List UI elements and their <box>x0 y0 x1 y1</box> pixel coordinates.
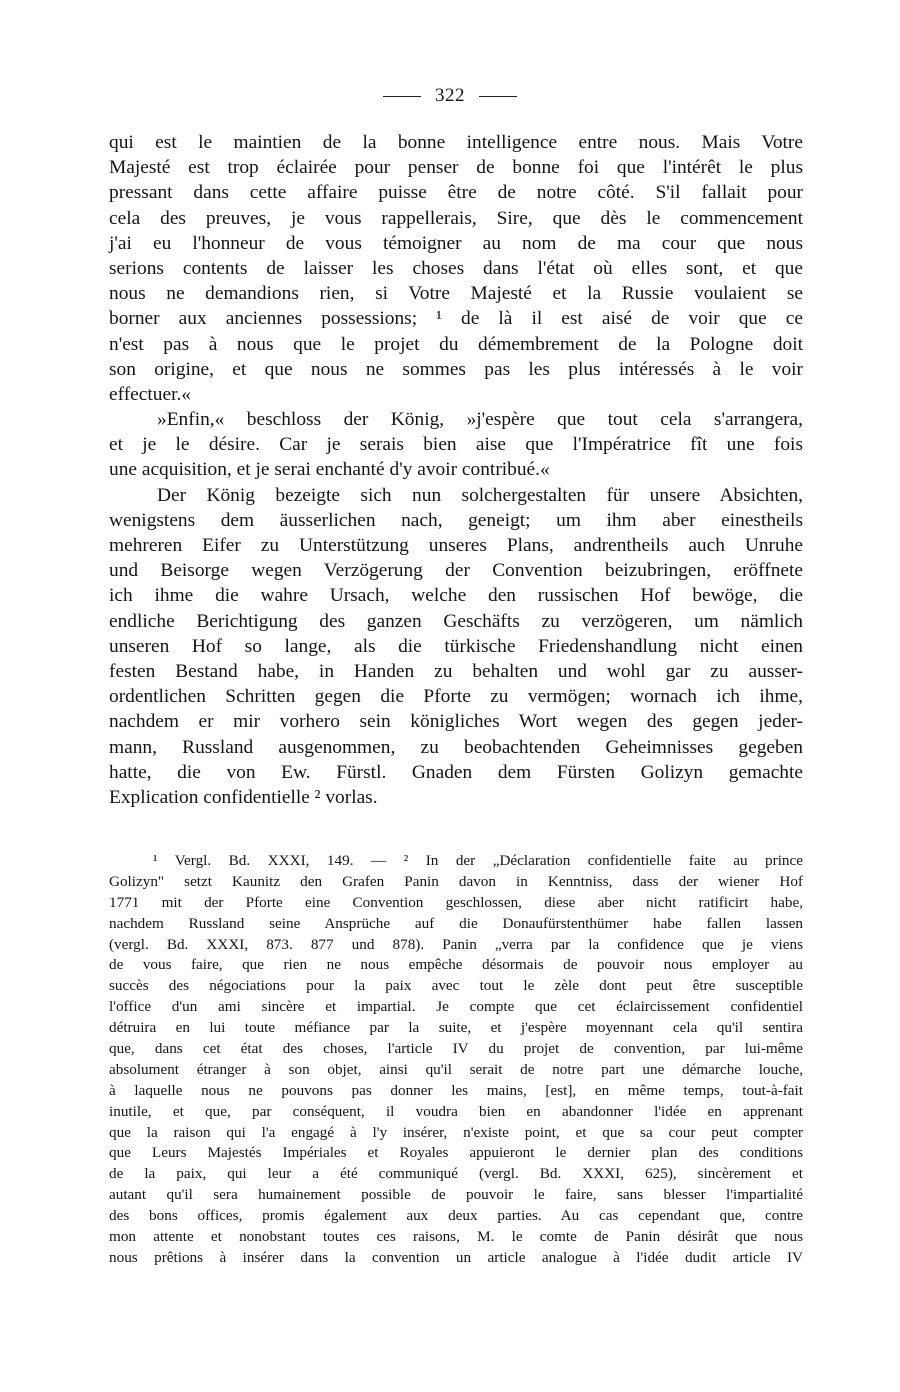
footnote-line: de la paix, qui leur a été communiqué (vergl. Bd. XXXI, 625), sincèrement et <box>109 1165 803 1183</box>
main-text <box>109 130 803 810</box>
footnote-line: des bons offices, promis également aux deux parties. Au cas cependant que, contre <box>109 1207 803 1225</box>
page-number: 322 <box>435 85 465 106</box>
text-line: hatte, die von Ew. Fürstl. Gnaden dem Fürsten Golizyn gemachte <box>109 761 803 783</box>
text-line: mehreren Eifer zu Unterstützung unseres Plans, andrentheils auch Unruhe <box>109 535 803 556</box>
text-line: mann, Russland ausgenommen, zu beobachtenden Geheimnisses gegeben <box>109 736 803 758</box>
text-line: son origine, et que nous ne sommes pas les plus intéressés à le voir <box>109 358 803 380</box>
footnotes <box>109 851 803 1269</box>
footnote-line: nous prêtions à insérer dans la convention un article analogue à l'idée dudit article IV <box>109 1248 803 1266</box>
text-line: ordentlichen Schritten gegen die Pforte zu vermögen; wornach ich ihme, <box>109 686 803 708</box>
footnote-line: que, dans cet état des choses, l'article IV du projet de convention, par lui-même <box>109 1040 803 1058</box>
text-line: und Beisorge wegen Verzögerung der Convention beizubringen, eröffnete <box>109 560 803 582</box>
text-line: serions contents de laisser les choses dans l'état où elles sont, et que <box>109 257 803 279</box>
footnote-line: succès des négociations pour la paix avec tout le zèle dont peut être susceptible <box>109 977 803 995</box>
header-rule-left <box>383 96 421 97</box>
text-line: Explication confidentielle ² vorlas. <box>109 786 378 808</box>
text-line: unseren Hof so lange, als die türkische Friedenshandlung nicht einen <box>109 635 803 657</box>
text-line: nous ne demandions rien, si Votre Majesté et la Russie voulaient se <box>109 283 803 305</box>
text-line: n'est pas à nous que le projet du démembrement de la Pologne doit <box>109 333 803 355</box>
footnote-line: l'office d'un ami sincère et impartial. Je compte que cet éclaircissement confidentiel <box>109 998 803 1016</box>
text-line: j'ai eu l'honneur de vous témoigner au nom de ma cour que nous <box>109 232 803 254</box>
text-line: borner aux anciennes possessions; ¹ de là il est aisé de voir que ce <box>109 308 803 330</box>
page-header <box>0 84 900 108</box>
footnote-line: autant qu'il sera humainement possible de pouvoir le faire, sans blesser l'impartialité <box>109 1186 803 1204</box>
footnote-line: 1771 mit der Pforte eine Convention geschlossen, diese aber nicht ratificirt habe, <box>109 893 803 911</box>
footnote-line: détruira en lui toute méfiance par la suite, et j'espère moyennant cela qu'il sentira <box>109 1019 803 1037</box>
text-line: wenigstens dem äusserlichen nach, geneigt; um ihm aber einestheils <box>109 509 803 531</box>
text-line: cela des preuves, je vous rappellerais, Sire, que dès le commencement <box>109 207 803 229</box>
text-line: endliche Berichtigung des ganzen Geschäfts zu verzögeren, um nämlich <box>109 610 803 632</box>
footnote-line: que la raison qui l'a engagé à l'y insérer, n'existe point, et que sa cour peut compter <box>109 1123 803 1141</box>
text-line: pressant dans cette affaire puisse être de notre côté. S'il fallait pour <box>109 182 803 204</box>
footnote-line: de vous faire, que rien ne nous empêche désormais de pouvoir nous employer au <box>109 956 803 974</box>
text-line: festen Bestand habe, in Handen zu behalten und wohl gar zu ausser- <box>109 660 803 682</box>
text-line: effectuer.« <box>109 383 192 405</box>
text-line: une acquisition, et je serai enchanté d'y avoir contribué.« <box>109 459 550 481</box>
text-line: ich ihme die wahre Ursach, welche den russischen Hof bewöge, die <box>109 585 803 607</box>
text-line: qui est le maintien de la bonne intelligence entre nous. Mais Votre <box>109 132 803 153</box>
text-line: »Enfin,« beschloss der König, »j'espère que tout cela s'arrangera, <box>157 409 803 431</box>
footnote-line: ¹ Vergl. Bd. XXXI, 149. — ² In der „Déclaration confidentielle faite au prince <box>153 852 803 869</box>
footnote-line: nachdem Russland seine Ansprüche auf die Donaufürstenthümer habe fallen lassen <box>109 914 803 932</box>
footnote-line: absolument étranger à son objet, ainsi qu'il serait de notre part une démarche louche, <box>109 1060 803 1078</box>
text-line: Majesté est trop éclairée pour penser de bonne foi que l'intérêt le plus <box>109 157 803 179</box>
text-line: et je le désire. Car je serais bien aise que l'Impératrice fît une fois <box>109 434 803 456</box>
footnote-line: que Leurs Majestés Impériales et Royales appuieront le dernier plan des conditions <box>109 1144 803 1162</box>
header-rule-right <box>479 96 517 97</box>
text-line: nachdem er mir vorhero sein königliches Wort wegen des gegen jeder- <box>109 711 803 733</box>
footnote-line: mon attente et nonobstant toutes ces raisons, M. le comte de Panin désirât que nous <box>109 1228 803 1246</box>
footnote-line: Golizyn" setzt Kaunitz den Grafen Panin davon in Kenntniss, dass der wiener Hof <box>109 872 803 890</box>
text-line: Der König bezeigte sich nun solchergestalten für unsere Absichten, <box>157 484 803 506</box>
footnote-line: à laquelle nous ne pouvons pas donner les mains, [est], en même temps, tout-à-fait <box>109 1081 803 1099</box>
footnote-line: inutile, et que, par conséquent, il voudra bien en abandonner l'idée en apprenant <box>109 1102 803 1120</box>
footnote-line: (vergl. Bd. XXXI, 873. 877 und 878). Panin „verra par la confidence que je viens <box>109 935 803 953</box>
